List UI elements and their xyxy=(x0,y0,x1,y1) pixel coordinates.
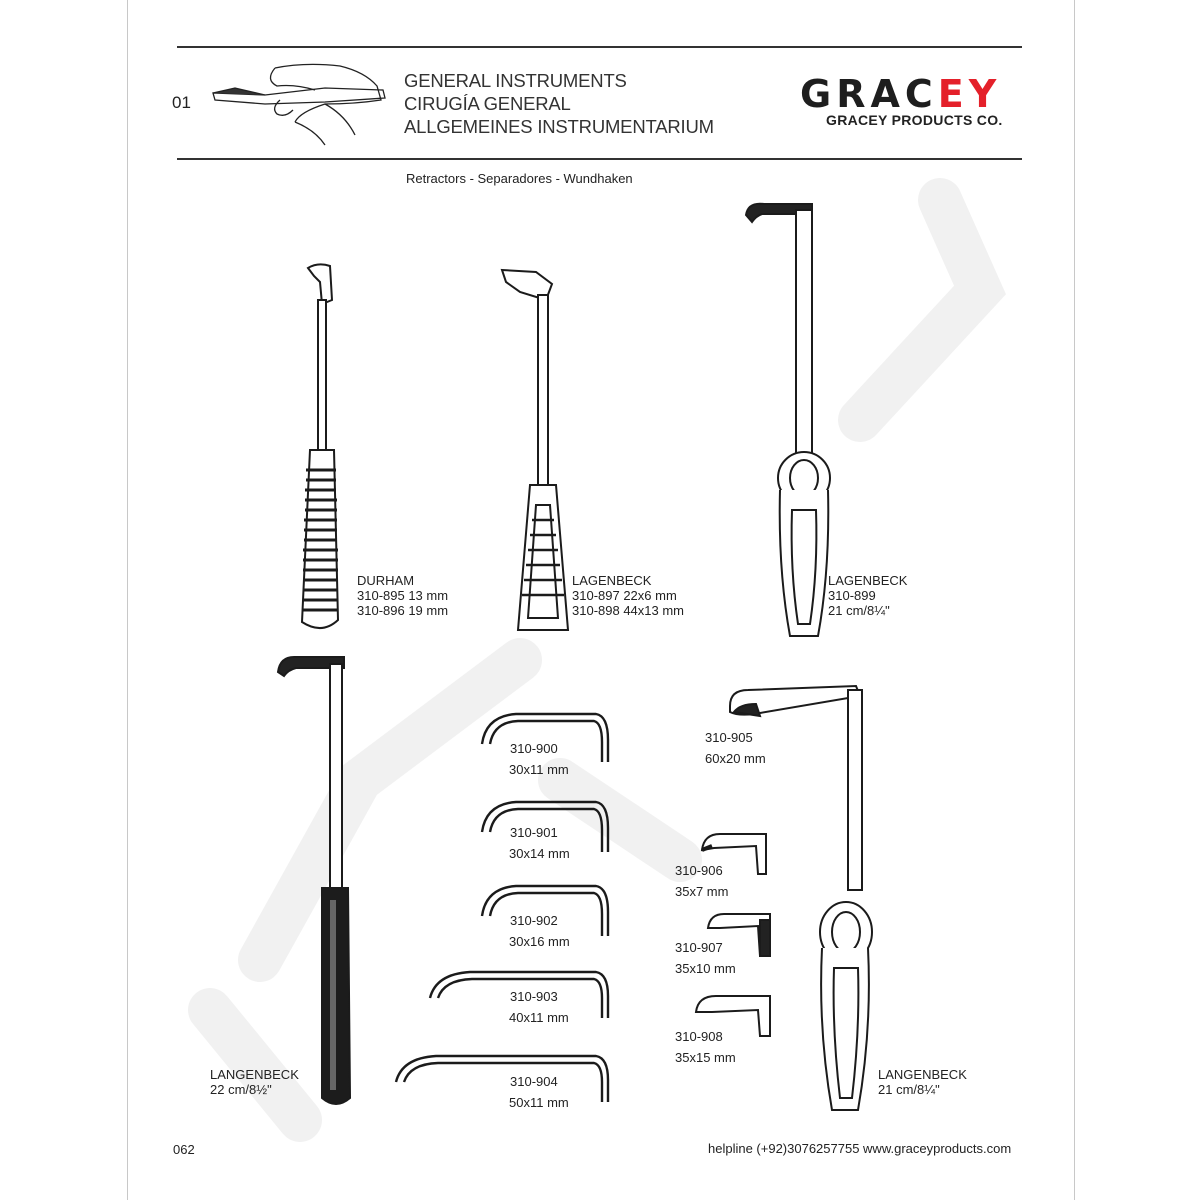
title-line-es: CIRUGÍA GENERAL xyxy=(404,93,571,114)
blade-310-905-size: 60x20 mm xyxy=(705,751,766,766)
blade-310-906-code: 310-906 xyxy=(675,863,723,878)
lagenbeck-a-label xyxy=(572,573,684,618)
blade-310-900-size: 30x11 mm xyxy=(509,762,569,777)
blade-310-905-code: 310-905 xyxy=(705,730,753,745)
durham-row-1: 310-895 13 mm xyxy=(357,588,449,603)
blade-310-908-size: 35x15 mm xyxy=(675,1050,736,1065)
lagenbeck-b-name: LAGENBECK xyxy=(828,573,908,588)
lagenbeck-a-row-1: 310-897 22x6 mm xyxy=(572,588,677,603)
lagenbeck-a-name: LAGENBECK xyxy=(572,573,652,588)
durham-name: DURHAM xyxy=(357,573,415,588)
durham-row-2: 310-896 19 mm xyxy=(357,603,449,618)
blade-310-906-size: 35x7 mm xyxy=(675,884,729,899)
logo-text-plain: GRAC xyxy=(800,72,938,116)
blade-310-907-size: 35x10 mm xyxy=(675,961,736,976)
blade-310-900-code: 310-900 xyxy=(510,741,558,756)
blade-310-903-size: 40x11 mm xyxy=(509,1010,569,1025)
lagenbeck-a-row-2: 310-898 44x13 mm xyxy=(572,603,685,618)
title-line-en: GENERAL INSTRUMENTS xyxy=(404,70,627,91)
center-blade-drawings xyxy=(396,714,608,1102)
lagenbeck-a-drawing xyxy=(502,270,568,630)
blade-310-901-size: 30x14 mm xyxy=(509,846,570,861)
lagenbeck-b-row-2: 21 cm/8¼" xyxy=(828,603,890,618)
durham-retractor-drawing xyxy=(302,264,338,628)
langenbeck-right-name: LANGENBECK xyxy=(878,1067,967,1082)
blade-310-904-size: 50x11 mm xyxy=(509,1095,569,1110)
langenbeck-right-row-1: 21 cm/8¼" xyxy=(878,1082,940,1097)
lagenbeck-b-drawing xyxy=(746,204,830,636)
blade-310-902-code: 310-902 xyxy=(510,913,558,928)
lagenbeck-b-row-1: 310-899 xyxy=(828,588,876,603)
blade-310-907-code: 310-907 xyxy=(675,940,723,955)
langenbeck-right-drawing xyxy=(730,686,872,1110)
langenbeck-left-name: LANGENBECK xyxy=(210,1067,299,1082)
langenbeck-left-drawing xyxy=(278,657,350,1104)
page-index: 01 xyxy=(172,93,191,112)
langenbeck-left-label xyxy=(210,1067,299,1097)
blade-310-902-size: 30x16 mm xyxy=(509,934,570,949)
company-name: GRACEY PRODUCTS CO. xyxy=(826,112,1003,128)
blade-310-908-code: 310-908 xyxy=(675,1029,723,1044)
lagenbeck-b-label xyxy=(828,573,907,618)
langenbeck-left-row-1: 22 cm/8½" xyxy=(210,1082,272,1097)
page-number: 062 xyxy=(173,1142,195,1157)
logo-text-accent: EY xyxy=(937,72,1002,116)
section-title: Retractors - Separadores - Wundhaken xyxy=(406,171,633,186)
blade-310-904-code: 310-904 xyxy=(510,1074,558,1089)
durham-label xyxy=(357,573,448,618)
langenbeck-right-label xyxy=(878,1067,967,1097)
blade-310-901-code: 310-901 xyxy=(510,825,558,840)
blade-310-903-code: 310-903 xyxy=(510,989,558,1004)
helpline-contact: helpline (+92)3076257755 www.graceyproducts.com xyxy=(708,1141,1012,1156)
title-line-de: ALLGEMEINES INSTRUMENTARIUM xyxy=(404,116,714,137)
